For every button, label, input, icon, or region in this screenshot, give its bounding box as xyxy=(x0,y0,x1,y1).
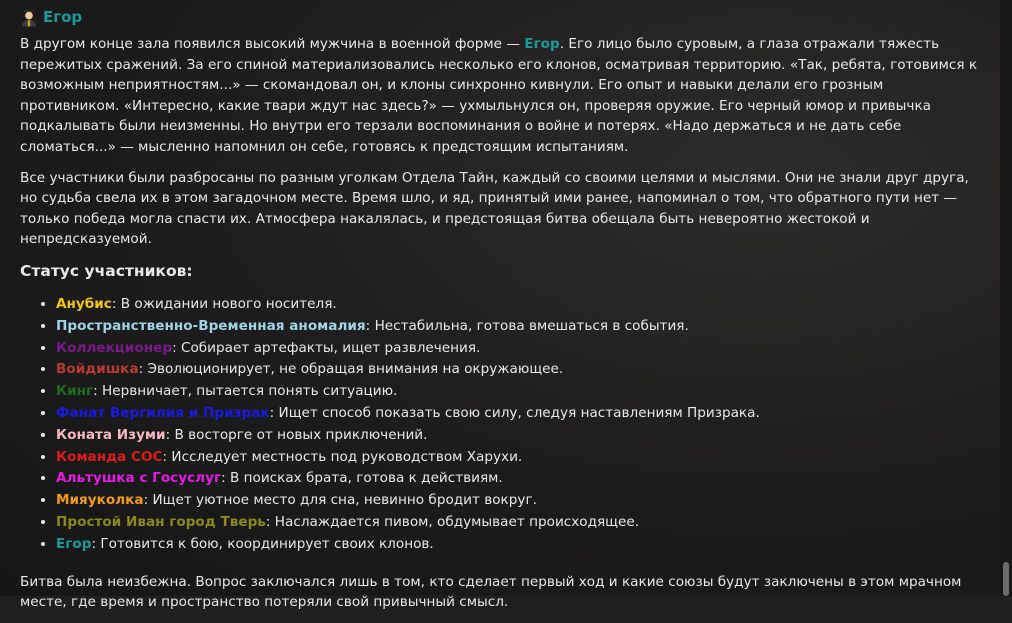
participant-status: : Собирает артефакты, ищет развлечения. xyxy=(172,339,481,356)
participant-status: : В ожидании нового носителя. xyxy=(111,295,337,312)
participant-name: Пространственно-Временная аномалия xyxy=(56,317,366,334)
participant-status: : Эволюционирует, не обращая внимания на окружающее. xyxy=(138,361,564,378)
participant-status: : Исследует местность под руководством Харухи. xyxy=(162,448,523,465)
participant-name: Егор xyxy=(56,535,92,552)
person-emoji-icon xyxy=(20,7,38,27)
participant-item xyxy=(56,468,985,490)
message-author xyxy=(20,2,985,32)
author-name[interactable]: Егор xyxy=(43,8,83,26)
scrollbar-thumb[interactable] xyxy=(1003,562,1009,596)
participant-item xyxy=(56,512,985,534)
participant-status: : В поисках брата, готова к действиям. xyxy=(221,470,503,487)
participant-item xyxy=(56,534,985,556)
participant-name: Простой Иван город Тверь xyxy=(56,513,266,530)
participant-item xyxy=(56,403,985,425)
vertical-scrollbar[interactable] xyxy=(1000,0,1012,596)
participant-name: Коната Изуми xyxy=(56,426,166,443)
participant-status: : Ищет уютное место для сна, невинно бродит вокруг. xyxy=(143,492,537,509)
participant-name: Кинг xyxy=(56,383,94,400)
participant-status: : Нестабильна, готова вмешаться в события. xyxy=(365,317,689,334)
paragraph-situation: Все участники были разбросаны по разным уголкам Отдела Тайн, каждый со своими целями и мыслями. Они не знали друг друга, но судьба свела их в этом загадочном месте. Время шло, и яд, принятый ими ранее, напоминал о том, что обратного пути нет — только победа могла спасти их. Атмосфера накалялась, и предстоящая битва обещала быть невероятно жестокой и непредсказуемой. xyxy=(20,169,969,248)
participant-name: Коллекционер xyxy=(56,339,173,356)
inline-name-egor: Егор xyxy=(524,36,560,52)
paragraph-intro: В другом конце зала появился высокий мужчина в военной форме — Егор. Его лицо было суровым, а глаза отражали тяжесть пережитых сражений. За его спиной материализовались несколько его клонов, осматривая территорию. «Так, ребята, готовимся к возможным неприятностям...» — скомандовал он, и клоны синхронно кивнули. Его опыт и навыки делали его грозным противником. «Интересно, какие твари ждут нас здесь?» — ухмыльнулся он, проверяя оружие. Его черный юмор и привычка подкалывать были неизменны. Но внутри его терзали воспоминания о войне и потерях. «Надо держаться и не дать себе сломаться...» — мысленно напомнил он себе, готовясь к предстоящим испытаниям. xyxy=(20,36,978,155)
participant-name: Фанат Вергилия и Призрак xyxy=(56,404,270,421)
chat-message xyxy=(20,0,985,623)
participant-name: Войдишка xyxy=(56,361,139,378)
participant-status: : Нервничает, пытается понять ситуацию. xyxy=(93,383,398,400)
participant-list xyxy=(20,294,985,556)
participant-status: : Готовится к бою, координирует своих клонов. xyxy=(91,535,434,552)
participant-item xyxy=(56,381,985,403)
paragraph-conclusion: Битва была неизбежна. Вопрос заключался лишь в том, кто сделает первый ход и какие союзы будут заключены в этом мрачном месте, где время и пространство потеряли свой привычный смысл. xyxy=(20,573,962,611)
participant-name: Альтушка с Госуслуг xyxy=(56,470,222,487)
participant-item xyxy=(56,447,985,469)
participant-item xyxy=(56,425,985,447)
status-heading: Статус участников: xyxy=(20,261,193,280)
participant-status: : Ищет способ показать свою силу, следуя наставлениям Призрака. xyxy=(269,404,760,421)
participant-item xyxy=(56,294,985,316)
participant-name: Мияуколка xyxy=(56,492,144,509)
participant-name: Анубис xyxy=(56,295,112,312)
participant-item xyxy=(56,359,985,381)
participant-item xyxy=(56,338,985,360)
participant-item xyxy=(56,490,985,512)
participant-status: : Наслаждается пивом, обдумывает происходящее. xyxy=(265,513,640,530)
participant-item xyxy=(56,316,985,338)
participant-name: Команда СОС xyxy=(56,448,163,465)
participant-status: : В восторге от новых приключений. xyxy=(165,426,428,443)
